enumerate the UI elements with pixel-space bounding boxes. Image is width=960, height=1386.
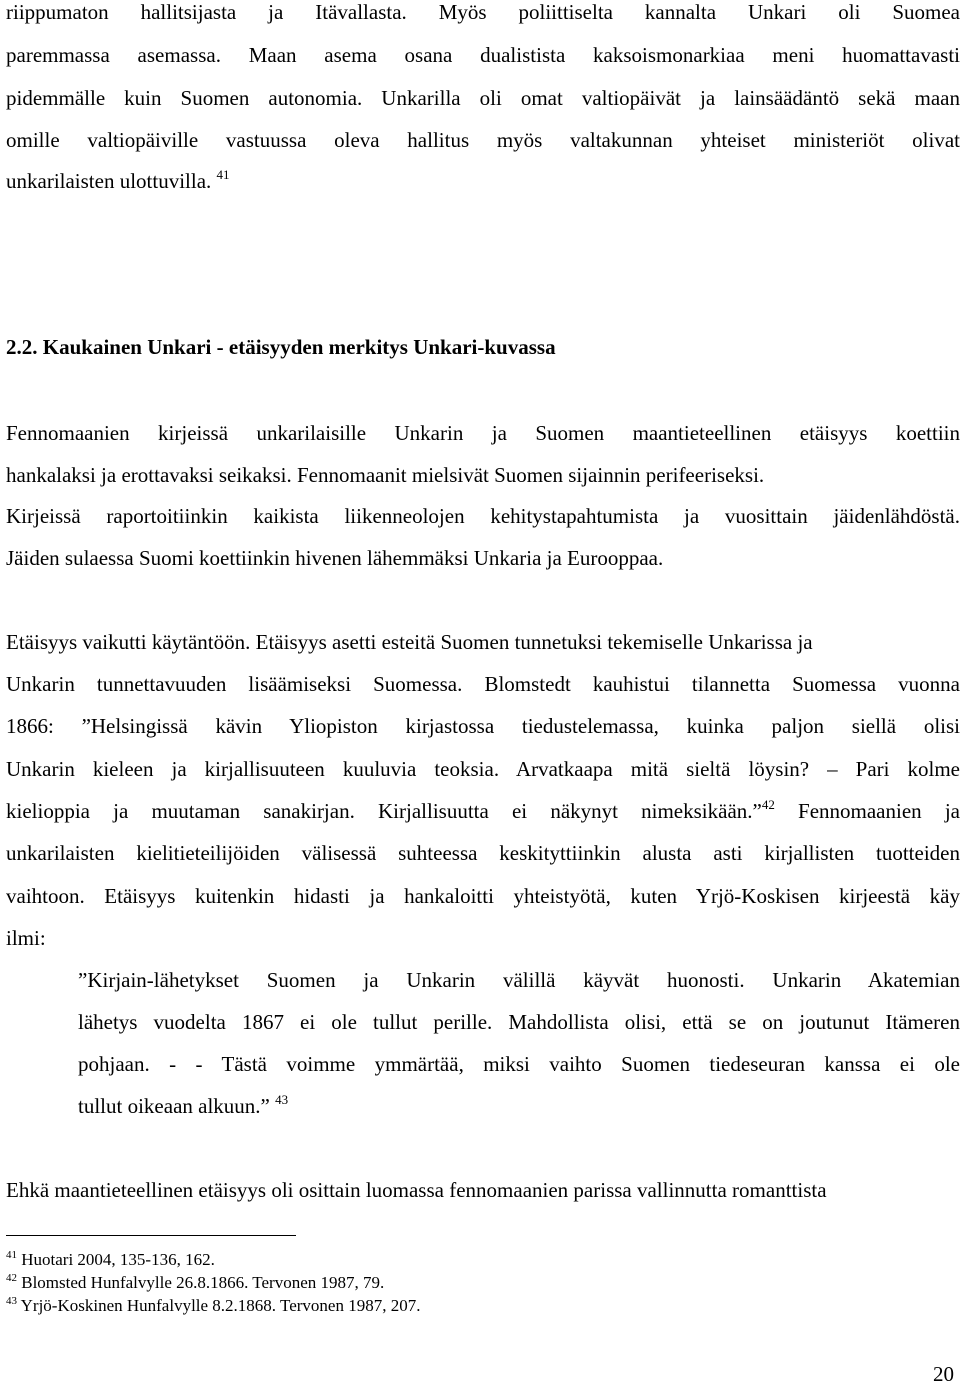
footnote	[6, 1272, 384, 1294]
footnote-text: Yrjö-Koskinen Hunfalvylle 8.2.1868. Tervonen 1987, 207.	[20, 1296, 421, 1315]
body-line: unkarilaisten kielitieteilijöiden välisessä suhteessa keskityttiinkin alusta asti kirjallisten tuotteiden	[6, 841, 960, 865]
quote-line	[78, 1091, 960, 1121]
body-line: Unkarin kieleen ja kirjallisuuteen kuuluvia teoksia. Arvatkaapa mitä sieltä löysin? – Pari kolme	[6, 757, 960, 781]
footnote-text: Blomsted Hunfalvylle 26.8.1866. Tervonen 1987, 79.	[21, 1273, 385, 1292]
footnote-text: Huotari 2004, 135-136, 162.	[21, 1250, 215, 1269]
body-line: 1866: ”Helsingissä kävin Yliopiston kirjastossa tiedustelemassa, kuinka paljon siellä olisi	[6, 714, 960, 738]
quote-line: ”Kirjain-lähetykset Suomen ja Unkarin välillä käyvät huonosti. Unkarin Akatemian	[78, 968, 960, 992]
footnote-number: 43	[6, 1295, 17, 1307]
body-line: Fennomaanien kirjeissä unkarilaisille Unkarin ja Suomen maantieteellinen etäisyys koettiin	[6, 421, 960, 445]
quote-line: lähetys vuodelta 1867 ei ole tullut perille. Mahdollista olisi, että se on joutunut Itämeren	[78, 1010, 960, 1034]
body-line	[6, 166, 960, 196]
page-number: 20	[933, 1362, 954, 1386]
body-text: kielioppia ja muutaman sanakirjan. Kirjallisuutta ei näkynyt nimeksikään.”	[6, 799, 762, 823]
footnote	[6, 1295, 420, 1317]
quote-line: pohjaan. - - Tästä voimme ymmärtää, miksi vaihto Suomen tiedeseuran kanssa ei ole	[78, 1052, 960, 1076]
footnote-divider	[6, 1235, 296, 1236]
quote-text: tullut oikeaan alkuun.”	[78, 1094, 270, 1118]
footnote	[6, 1249, 215, 1271]
body-line: Kirjeissä raportoitiinkin kaikista liikenneolojen kehitystapahtumista ja vuosittain jäidenlähdöstä.	[6, 504, 960, 528]
body-line: riippumaton hallitsijasta ja Itävallasta. Myös poliittiselta kannalta Unkari oli Suomea	[6, 0, 960, 24]
section-heading: 2.2. Kaukainen Unkari - etäisyyden merkitys Unkari-kuvassa	[6, 335, 556, 359]
footnote-number: 42	[6, 1272, 17, 1284]
footnote-ref[interactable]: 42	[761, 797, 775, 812]
footnote-ref[interactable]: 41	[216, 167, 230, 182]
body-line: pidemmälle kuin Suomen autonomia. Unkarilla oli omat valtiopäivät ja lainsäädäntö sekä maan	[6, 86, 960, 110]
body-line: omille valtiopäiville vastuussa oleva hallitus myös valtakunnan yhteiset ministeriöt olivat	[6, 128, 960, 152]
body-line: Unkarin tunnettavuuden lisäämiseksi Suomessa. Blomstedt kauhistui tilannetta Suomessa vuonna	[6, 672, 960, 696]
body-line: hankalaksi ja erottavaksi seikaksi. Fennomaanit mielsivät Suomen sijainnin perifeeriseksi.	[6, 463, 765, 487]
body-text: unkarilaisten ulottuvilla.	[6, 169, 212, 193]
footnote-ref[interactable]: 43	[275, 1092, 289, 1107]
body-line	[6, 796, 960, 826]
body-line: Etäisyys vaikutti käytäntöön. Etäisyys asetti esteitä Suomen tunnetuksi tekemiselle Unkarissa ja	[6, 630, 813, 654]
body-line: Jäiden sulaessa Suomi koettiinkin hivenen lähemmäksi Unkaria ja Eurooppaa.	[6, 546, 664, 570]
footnote-number: 41	[6, 1249, 17, 1261]
body-line: ilmi:	[6, 926, 46, 950]
body-text: Fennomaanien ja	[798, 799, 960, 823]
body-line: paremmassa asemassa. Maan asema osana dualistista kaksoismonarkiaa meni huomattavasti	[6, 43, 960, 67]
body-line: vaihtoon. Etäisyys kuitenkin hidasti ja hankaloitti yhteistyötä, kuten Yrjö-Koskisen kirjeestä käy	[6, 884, 960, 908]
body-line: Ehkä maantieteellinen etäisyys oli osittain luomassa fennomaanien parissa vallinnutta romanttista	[6, 1178, 827, 1202]
